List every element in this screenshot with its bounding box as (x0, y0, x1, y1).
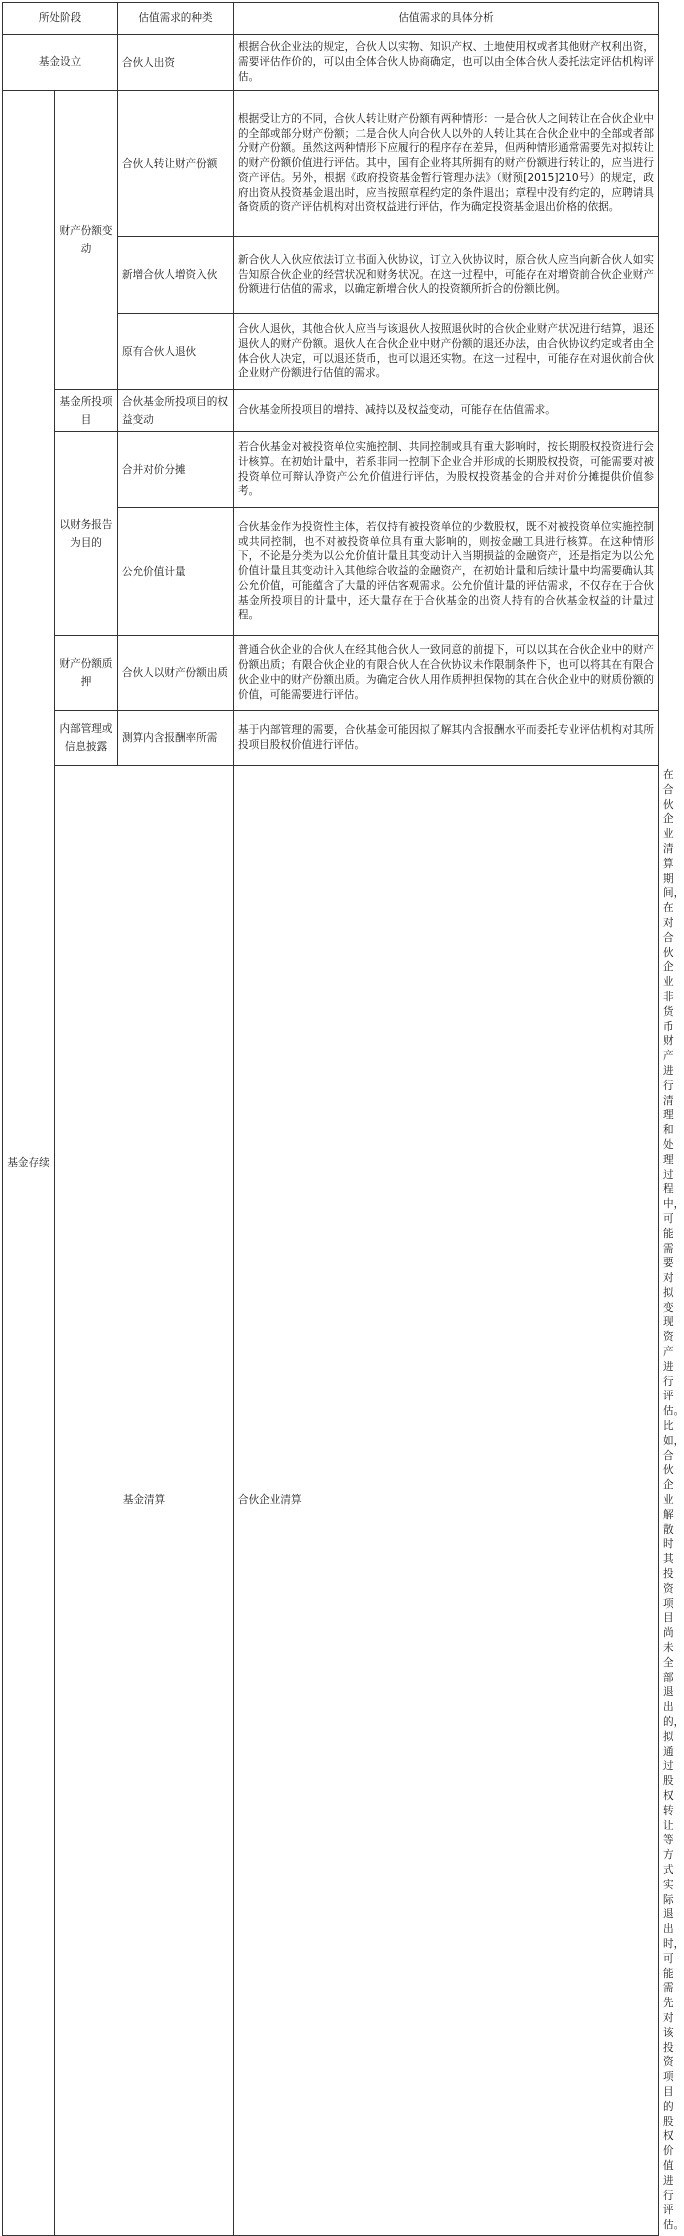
table-row (3, 91, 659, 237)
stage-existence: 基金存续 (3, 91, 55, 2236)
type-cell: 公允价值计量 (118, 508, 234, 636)
table-header-row (3, 3, 659, 35)
table-row (3, 711, 659, 766)
stage-liquidation: 基金清算 (55, 766, 234, 2236)
analysis-cell: 新合伙人入伙应依法订立书面入伙协议，订立入伙协议时，原合伙人应当向新合伙人如实告知原合伙企业的经营状况和财务状况。在这一过程中，可能存在对增资前合伙企业财产份额进行估值的需求，以确定新增合伙人的投资额所折合的份额比例。 (234, 237, 659, 314)
type-cell: 合伙人出资 (118, 35, 234, 91)
type-cell: 合伙人转让财产份额 (118, 91, 234, 237)
stage-establish: 基金设立 (3, 35, 118, 91)
table-row (3, 432, 659, 508)
valuation-needs-table (2, 2, 684, 2236)
type-cell: 合伙企业清算 (234, 766, 659, 2236)
sub-share-change: 财产份额变动 (55, 91, 118, 390)
sub-pledge: 财产份额质押 (55, 636, 118, 711)
analysis-cell: 若合伙基金对被投资单位实施控制、共同控制或具有重大影响时，按长期股权投资进行会计核算。在初始计量中，若系非同一控制下企业合并形成的长期股权投资，可能需要对被投资单位可辩认净资产公允价值进行评估，为股权投资基金的合并对价分摊提供价值参考。 (234, 432, 659, 508)
type-cell: 合并对价分摊 (118, 432, 234, 508)
analysis-cell: 普通合伙企业的合伙人在经其他合伙人一致同意的前提下，可以以其在合伙企业中的财产份额出质；有限合伙企业的有限合伙人在合伙协议未作限制条件下，也可以将其在有限合伙企业中的财产份额出质。为确定合伙人用作质押担保物的其在合伙企业中的财质份额的价值，可能需要进行评估。 (234, 636, 659, 711)
table-row (3, 636, 659, 711)
table-row: 基金清算 合伙企业清算 在合伙企业清算期间，在对合伙企业非货币财产进行清理和处理过程中，可能需要对拟变现资产进行评估。比如，合伙企业解散时其投资项目尚未全部退出的，拟通过股权转让等方式实际退出时，可能需先对该投资项目的股权价值进行评估。 (3, 766, 659, 2236)
analysis-cell: 合伙人退伙，其他合伙人应当与该退伙人按照退伙时的合伙企业财产状况进行结算，退还退伙人的财产份额。退伙人在合伙企业中财产份额的退还办法，由合伙协议约定或者由全体合伙人决定，可以退还货币，也可以退还实物。在这一过程中，可能存在对退伙前合伙企业财产份额进行估值的需求。 (234, 314, 659, 390)
analysis-cell: 根据受让方的不同，合伙人转让财产份额有两种情形：一是合伙人之间转让在合伙企业中的全部或部分财产份额；二是合伙人向合伙人以外的人转让其在合伙企业中的全部或者部分财产份额。虽然这两种情形下应履行的程序存在差异，但两种情形通常需要先对拟转让的财产份额价值进行评估。其中，国有企业将其所拥有的财产份额进行转让的，应当进行资产评估。另外，根据《政府投资基金暂行管理办法》（财预[2015]210号）的规定，政府出资从投资基金退出时，应当按照章程约定的条件退出；章程中没有约定的，应聘请具备资质的资产评估机构对出资权益进行评估，作为确定投资基金退出价格的依据。 (234, 91, 659, 237)
type-cell: 合伙基金所投项目的权益变动 (118, 390, 234, 432)
analysis-cell: 合伙基金作为投资性主体，若仅持有被投资单位的少数股权，既不对被投资单位实施控制或共同控制，也不对被投资单位具有重大影响的，则按金融工具进行核算。在这种情形下，不论是分类为以公允价值计量且其变动计入当期损益的金融资产，还是指定为以公允价值计量且其变动计入其他综合收益的金融资产，在初始计量和后续计量中均需要确认其公允价值，可能蕴含了大量的评估客观需求。公允价值计量的评估需求，不仅存在于合伙基金所投项目的计量中，还大量存在于合伙基金的出资人持有的合伙基金权益的计量过程。 (234, 508, 659, 636)
sub-financial-report: 以财务报告为目的 (55, 432, 118, 636)
type-cell: 原有合伙人退伙 (118, 314, 234, 390)
sub-internal: 内部管理或信息披露 (55, 711, 118, 766)
header-type: 估值需求的种类 (118, 3, 234, 35)
type-cell: 新增合伙人增资入伙 (118, 237, 234, 314)
type-cell: 合伙人以财产份额出质 (118, 636, 234, 711)
analysis-cell: 根据合伙企业法的规定，合伙人以实物、知识产权、土地使用权或者其他财产权利出资，需要评估作价的，可以由全体合伙人协商确定，也可以由全体合伙人委托法定评估机构评估。 (234, 35, 659, 91)
type-cell: 测算内含报酬率所需 (118, 711, 234, 766)
analysis-cell: 基于内部管理的需要，合伙基金可能因拟了解其内含报酬水平而委托专业评估机构对其所投项目股权价值进行评估。 (234, 711, 659, 766)
sub-investee: 基金所投项目 (55, 390, 118, 432)
table-row (3, 35, 659, 91)
header-stage: 所处阶段 (3, 3, 118, 35)
header-analysis: 估值需求的具体分析 (234, 3, 659, 35)
table-row (3, 390, 659, 432)
analysis-cell: 合伙基金所投项目的增持、减持以及权益变动，可能存在估值需求。 (234, 390, 659, 432)
